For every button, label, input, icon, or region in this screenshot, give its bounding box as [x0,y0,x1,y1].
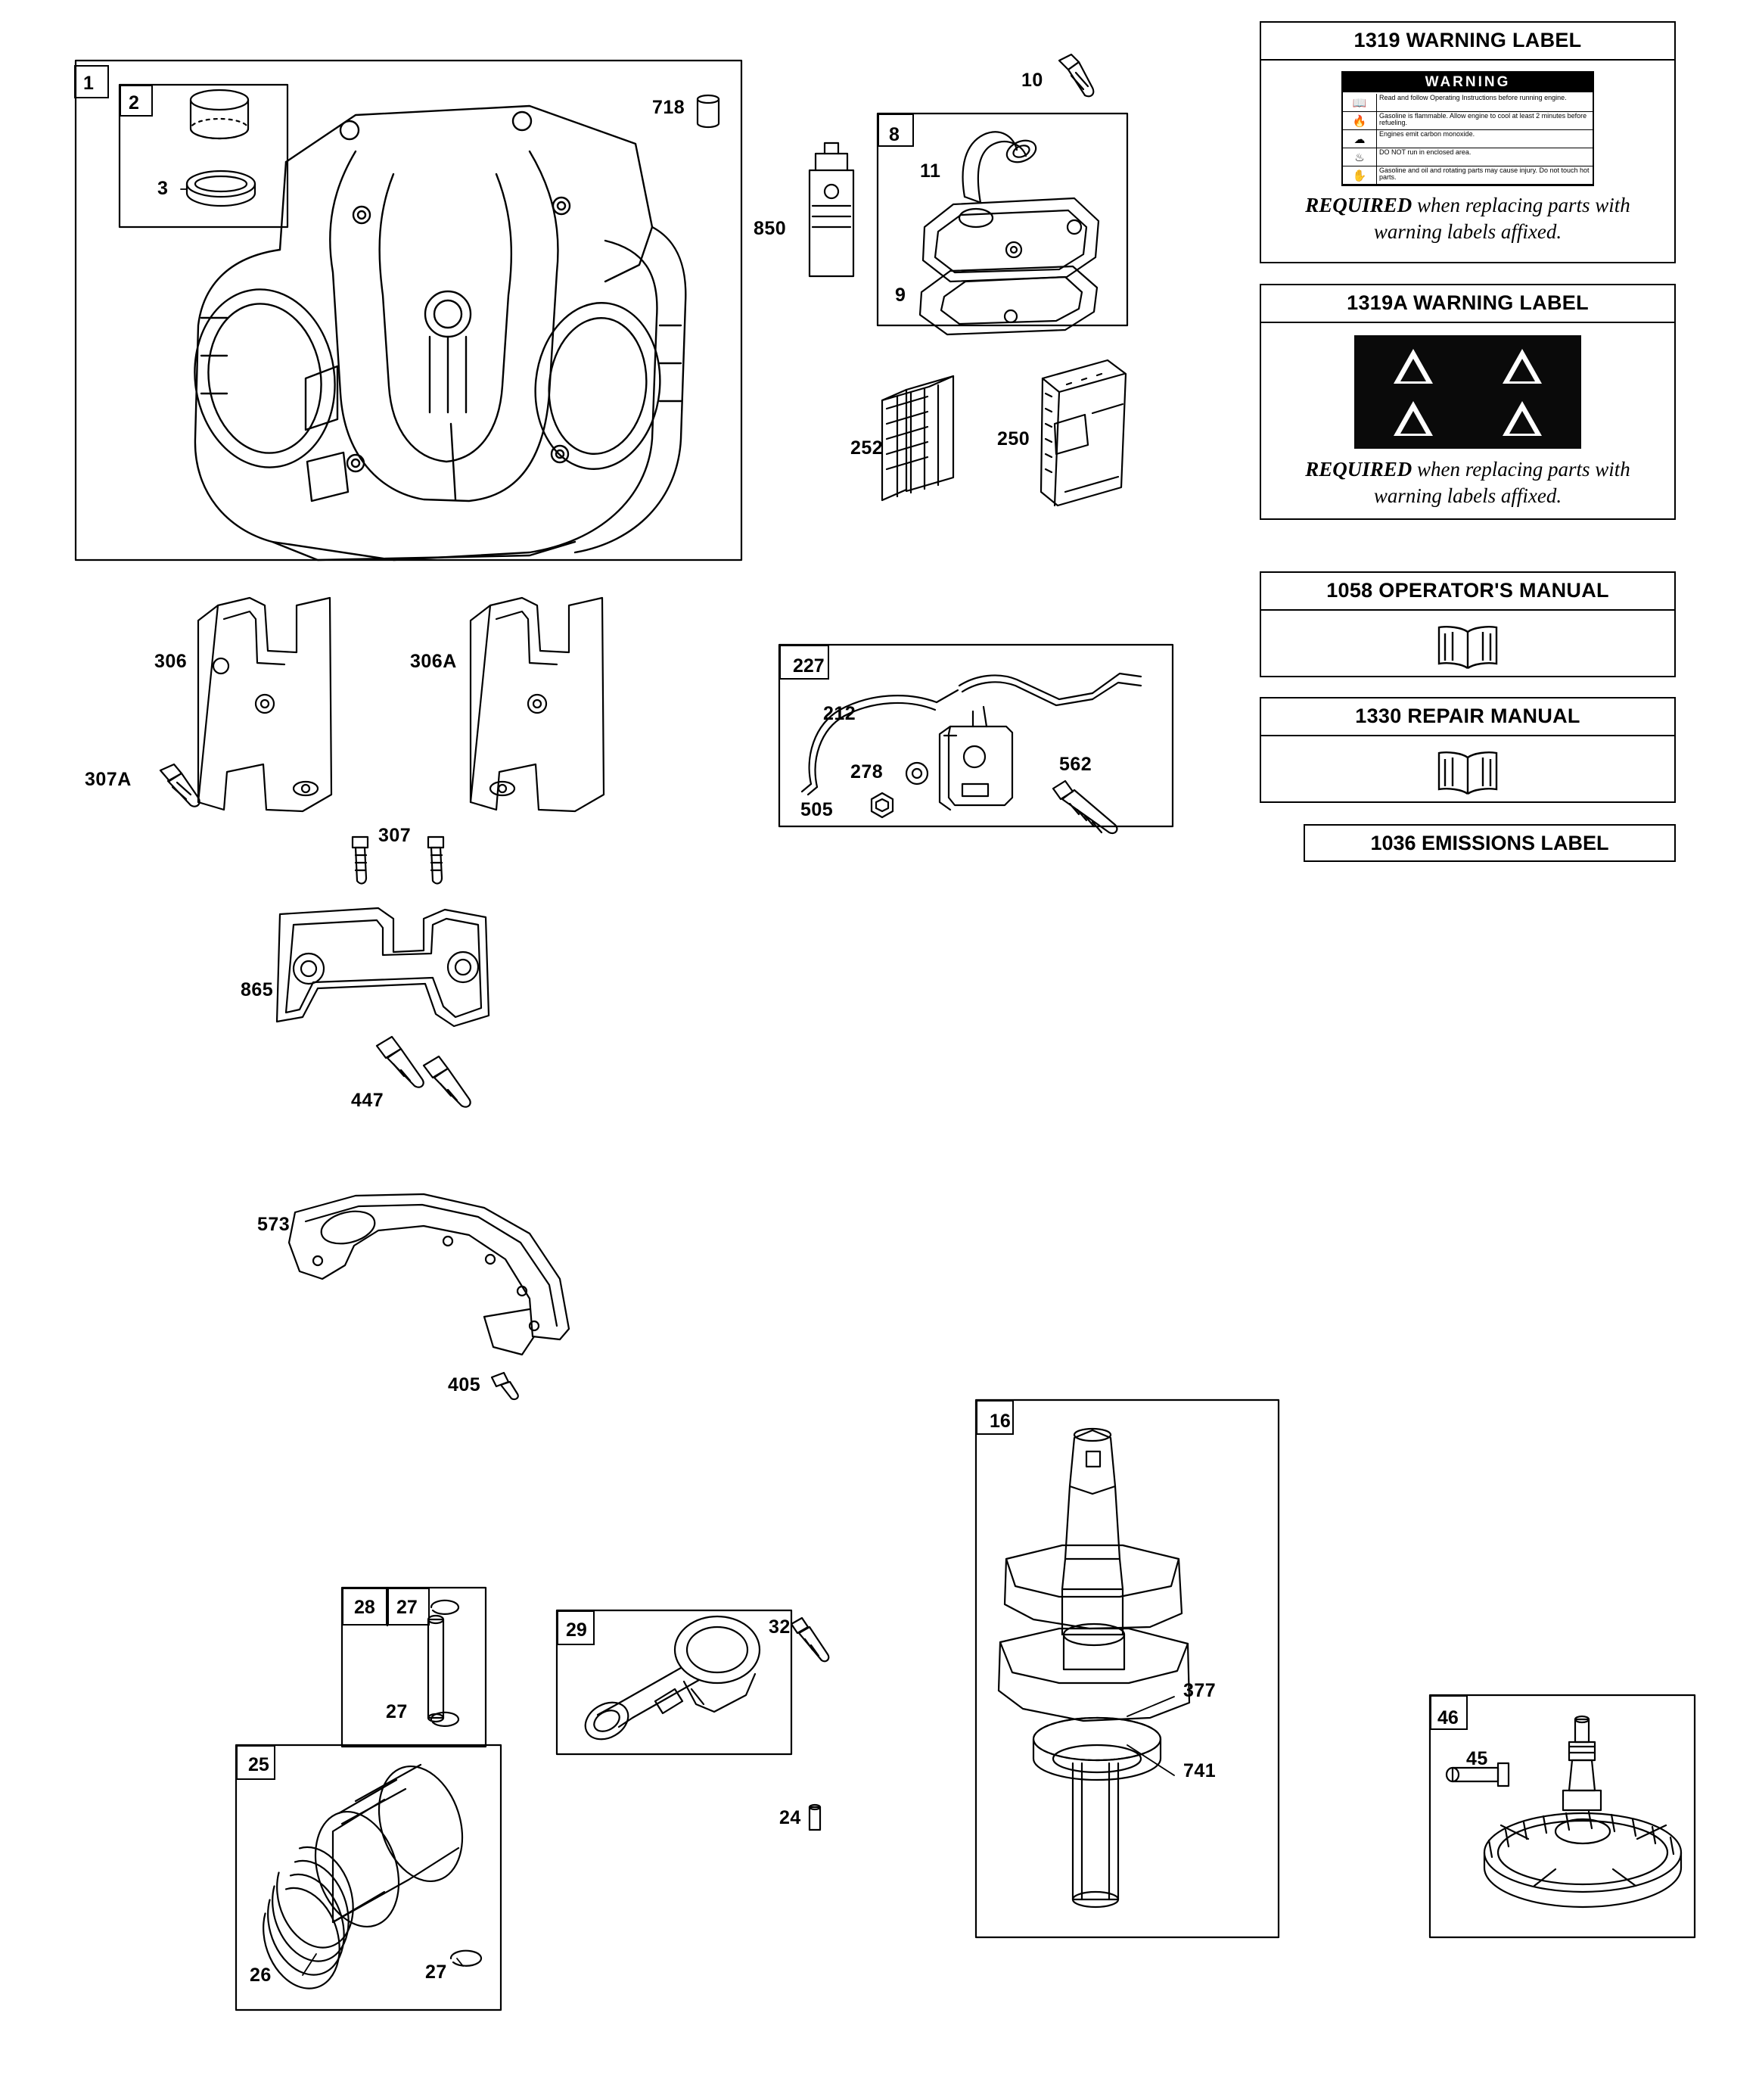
rotating-parts-icon: ✋ [1343,166,1376,185]
warning-1319a-requirement [1267,452,1668,517]
callout-212: 212 [823,703,856,724]
emissions-label-title: 1036 EMISSIONS LABEL [1370,831,1609,854]
operators-manual-body [1261,611,1674,685]
warning-line: Gasoline and oil and rotating parts may cause injury. Do not touch hot parts. [1377,166,1593,185]
callout-9: 9 [895,285,906,306]
callout-3: 3 [157,178,169,199]
callout-16-box [976,1400,1014,1435]
callout-27-piston: 27 [425,1962,447,1983]
pictogram-cell-2 [1469,341,1575,390]
warning-1319-body [1261,61,1674,262]
callout-28: 28 [354,1597,375,1618]
callout-32: 32 [769,1616,791,1638]
callout-250: 250 [997,428,1030,450]
callout-28-box [342,1588,387,1626]
pictogram-sticker-graphic [1354,335,1581,449]
callout-1: 1 [83,73,94,94]
callout-278: 278 [850,761,884,782]
warning-label-1319-panel [1260,21,1676,263]
warning-sticker-graphic [1341,71,1594,186]
callout-252: 252 [850,437,884,459]
repair-manual-panel [1260,697,1676,803]
callout-10: 10 [1021,70,1043,91]
callout-573: 573 [257,1214,291,1235]
callout-27-box [387,1588,430,1626]
warning-icon-column [1343,94,1377,185]
callout-505: 505 [800,799,834,820]
callout-227: 227 [793,655,825,677]
callout-1-box [74,65,109,98]
callout-306a: 306A [410,651,457,672]
warning-label-1319a-panel [1260,284,1676,520]
requirement-keyword: REQUIRED [1305,194,1412,216]
pictogram-cell-3 [1360,394,1466,443]
pictogram-cell-4 [1469,394,1575,443]
requirement-rest: when replacing parts with warning labels affixed. [1373,194,1630,244]
warning-line: Engines emit carbon monoxide. [1377,130,1593,148]
callout-227-box [779,645,829,680]
callout-26: 26 [250,1965,272,1986]
callout-46-box [1430,1695,1468,1730]
warning-triangle-icon [1503,401,1542,436]
callout-718: 718 [652,97,685,118]
callout-865: 865 [241,979,274,1000]
callout-11: 11 [920,160,941,182]
callout-377: 377 [1183,1680,1217,1701]
warning-1319-title: 1319 WARNING LABEL [1261,23,1674,61]
callout-46: 46 [1437,1707,1459,1728]
warning-1319-requirement [1267,188,1668,253]
requirement-rest: when replacing parts with warning labels affixed. [1373,458,1630,508]
callout-562: 562 [1059,754,1092,775]
callout-405: 405 [448,1374,481,1395]
callout-29: 29 [566,1619,587,1641]
callout-850: 850 [754,218,787,239]
callout-2-box [120,85,153,117]
flame-icon: 🔥 [1343,112,1376,130]
callout-306: 306 [154,651,188,672]
callout-8: 8 [889,124,900,145]
callout-16: 16 [990,1411,1011,1432]
callout-25-box [236,1745,275,1780]
exhaust-icon: ☁ [1343,130,1376,148]
warning-sticker-header: WARNING [1343,73,1593,92]
callout-8-box [878,114,914,147]
warning-triangle-icon [1394,401,1433,436]
callout-25: 25 [248,1754,269,1775]
warning-1319a-title: 1319A WARNING LABEL [1261,285,1674,323]
warning-1319a-body [1261,323,1674,526]
warning-line: DO NOT run in enclosed area. [1377,148,1593,166]
emissions-label-panel [1304,824,1676,862]
callout-45: 45 [1466,1748,1488,1769]
operators-manual-panel [1260,571,1676,677]
callout-741: 741 [1183,1760,1217,1781]
callout-29-box [557,1610,595,1645]
repair-manual-body [1261,736,1674,810]
warning-triangle-icon [1503,349,1542,384]
pictogram-cell-1 [1360,341,1466,390]
hot-surface-icon: ♨ [1343,148,1376,166]
callout-27-lower: 27 [386,1701,408,1722]
callout-447: 447 [351,1090,384,1111]
warning-text-column [1377,94,1593,185]
manual-read-icon: 📖 [1343,94,1376,112]
callout-307: 307 [378,825,412,846]
warning-triangle-icon [1394,349,1433,384]
callout-307a: 307A [85,769,132,790]
callout-27: 27 [396,1597,418,1618]
book-icon [1431,623,1504,671]
warning-line: Read and follow Operating Instructions before running engine. [1377,94,1593,112]
warning-line: Gasoline is flammable. Allow engine to cool at least 2 minutes before refueling. [1377,112,1593,130]
requirement-keyword: REQUIRED [1305,458,1412,481]
operators-manual-title: 1058 OPERATOR'S MANUAL [1261,573,1674,611]
callout-2: 2 [129,92,139,114]
repair-manual-title: 1330 REPAIR MANUAL [1261,698,1674,736]
book-icon [1431,748,1504,797]
callout-24: 24 [779,1807,801,1828]
